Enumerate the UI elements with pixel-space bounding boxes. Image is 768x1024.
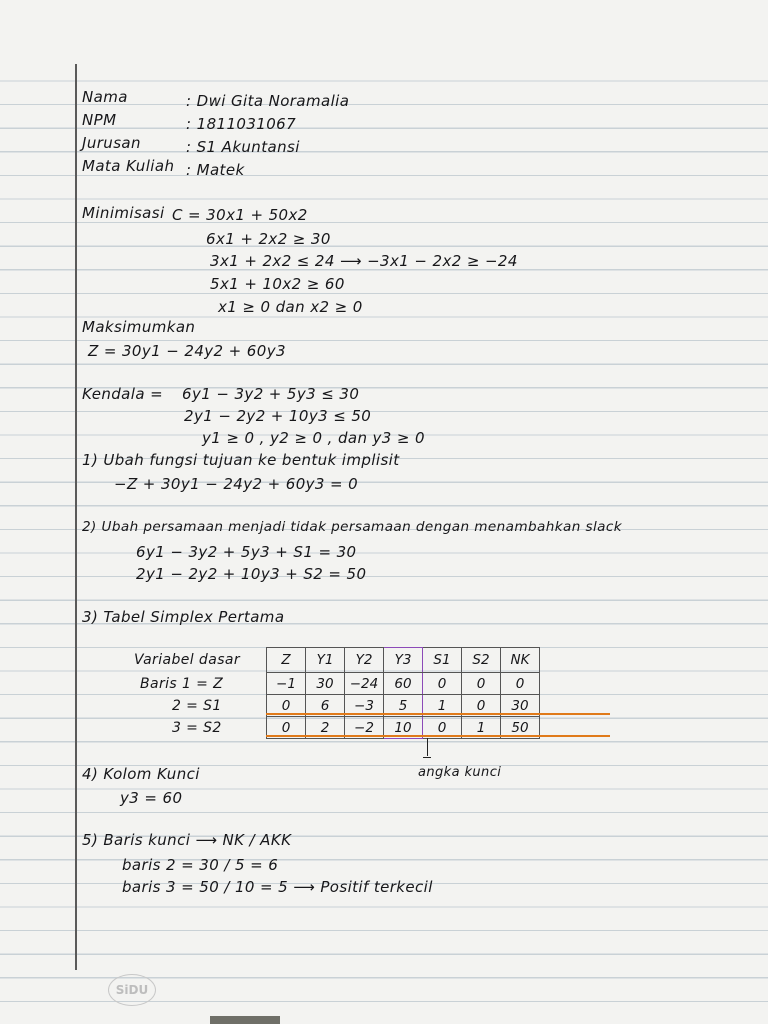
step2-line-1: 6y1 − 3y2 + 5y3 + S1 = 30 xyxy=(136,543,357,561)
maksimumkan-line: Z = 30y1 − 24y2 + 60y3 xyxy=(88,342,286,360)
value-nama: : Dwi Gita Noramalia xyxy=(186,92,350,110)
arrow-down-icon xyxy=(427,738,428,756)
table-cell: 50 xyxy=(501,717,540,739)
row-label-baris-2: 2 = S1 xyxy=(172,698,222,714)
kendala-label: Kendala = xyxy=(82,385,164,403)
label-nama: Nama xyxy=(82,88,128,106)
step1-line: −Z + 30y1 − 24y2 + 60y3 = 0 xyxy=(114,475,359,493)
maksimumkan-label: Maksimumkan xyxy=(82,318,196,336)
table-cell: 0 xyxy=(462,695,501,717)
table-cell: 1 xyxy=(423,695,462,717)
table-cell: 0 xyxy=(423,717,462,739)
step5-line-2: baris 3 = 50 / 10 = 5 ⟶ Positif terkecil xyxy=(122,878,433,896)
table-cell: −1 xyxy=(267,673,306,695)
table-row xyxy=(267,673,540,695)
margin-line xyxy=(75,64,77,970)
table-cell: 6 xyxy=(306,695,345,717)
step2-title: 2) Ubah persamaan menjadi tidak persamaan dengan menambahkan slack xyxy=(82,519,623,535)
table-cell: 0 xyxy=(423,673,462,695)
value-jurusan: : S1 Akuntansi xyxy=(186,138,300,156)
table-cell: 30 xyxy=(501,695,540,717)
table-cell-key-column: 5 xyxy=(384,695,423,717)
table-cell: −2 xyxy=(345,717,384,739)
table-cell: 2 xyxy=(306,717,345,739)
value-mata-kuliah: : Matek xyxy=(186,161,245,179)
table-cell: 0 xyxy=(267,717,306,739)
table-cell: −24 xyxy=(345,673,384,695)
label-mata-kuliah: Mata Kuliah xyxy=(82,157,175,175)
step3-title: 3) Tabel Simplex Pertama xyxy=(82,608,285,626)
step1-title: 1) Ubah fungsi tujuan ke bentuk implisit xyxy=(82,451,400,469)
header-y2: Y2 xyxy=(345,648,384,673)
header-y3-key-column: Y3 xyxy=(384,648,423,673)
nonneg-line: x1 ≥ 0 dan x2 ≥ 0 xyxy=(218,298,363,316)
step5-line-1: baris 2 = 30 / 5 = 6 xyxy=(122,856,279,874)
header-s1: S1 xyxy=(423,648,462,673)
objective-line: C = 30x1 + 50x2 xyxy=(172,206,308,224)
key-row-line-bottom xyxy=(266,735,610,737)
row-label-baris-1: Baris 1 = Z xyxy=(140,676,224,692)
header-s2: S2 xyxy=(462,648,501,673)
kendala-line-2: 2y1 − 2y2 + 10y3 ≤ 50 xyxy=(184,407,372,425)
header-nk: NK xyxy=(501,648,540,673)
step4-line: y3 = 60 xyxy=(120,789,183,807)
constraint-line-2: 3x1 + 2x2 ≤ 24 ⟶ −3x1 − 2x2 ≥ −24 xyxy=(210,252,518,270)
page-edge-mark xyxy=(210,1016,280,1024)
table-cell: −3 xyxy=(345,695,384,717)
header-z: Z xyxy=(267,648,306,673)
row-label-baris-3: 3 = S2 xyxy=(172,720,222,736)
header-y1: Y1 xyxy=(306,648,345,673)
table-cell-key-column: 60 xyxy=(384,673,423,695)
minimisasi-label: Minimisasi xyxy=(82,204,165,222)
kendala-line-3: y1 ≥ 0 , y2 ≥ 0 , dan y3 ≥ 0 xyxy=(202,429,426,447)
value-npm: : 1811031067 xyxy=(186,115,297,133)
table-cell: 0 xyxy=(267,695,306,717)
key-row-line-top xyxy=(266,713,610,715)
kendala-line-1: 6y1 − 3y2 + 5y3 ≤ 30 xyxy=(182,385,360,403)
table-cell: 1 xyxy=(462,717,501,739)
table-cell-key-column: 10 xyxy=(384,717,423,739)
table-cell: 0 xyxy=(501,673,540,695)
simplex-table xyxy=(266,647,540,739)
table-cell: 0 xyxy=(462,673,501,695)
row-label-variabel-dasar: Variabel dasar xyxy=(134,652,241,668)
brand-stamp-logo: SiDU xyxy=(108,974,156,1006)
label-npm: NPM xyxy=(82,111,117,129)
step2-line-2: 2y1 − 2y2 + 10y3 + S2 = 50 xyxy=(136,565,367,583)
constraint-line-1: 6x1 + 2x2 ≥ 30 xyxy=(206,230,331,248)
step4-title: 4) Kolom Kunci xyxy=(82,765,200,783)
label-jurusan: Jurusan xyxy=(82,134,141,152)
constraint-line-3: 5x1 + 10x2 ≥ 60 xyxy=(210,275,345,293)
key-number-note: angka kunci xyxy=(418,765,502,780)
table-header-row xyxy=(267,648,540,673)
table-cell: 30 xyxy=(306,673,345,695)
step5-title: 5) Baris kunci ⟶ NK / AKK xyxy=(82,831,292,849)
simplex-table-wrap xyxy=(266,647,540,739)
